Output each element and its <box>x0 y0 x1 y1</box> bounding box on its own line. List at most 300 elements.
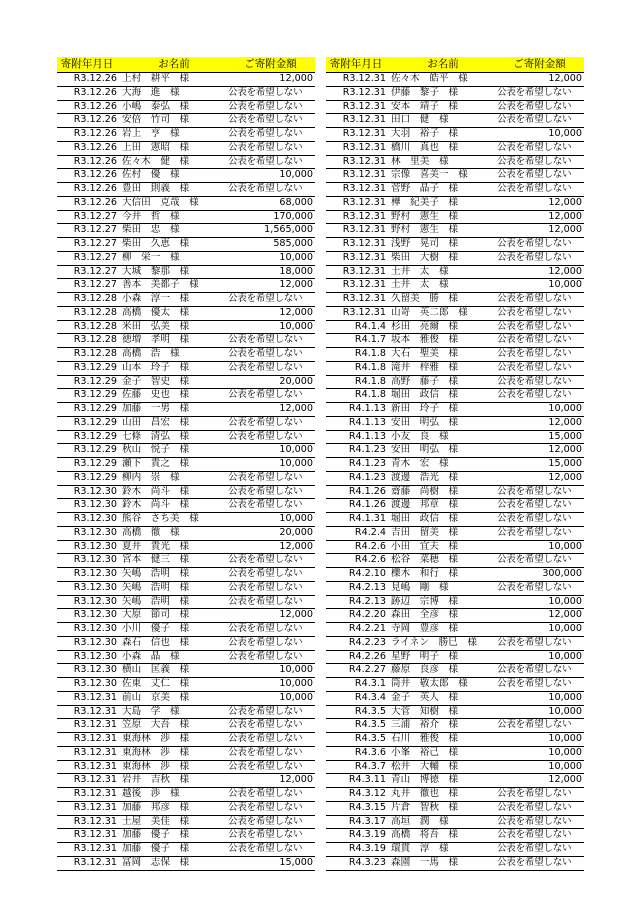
row-amount: 10,000 <box>495 760 584 774</box>
row-name: 跡辺 宗博 様 <box>389 595 495 609</box>
row-name: 佐村 優 様 <box>120 169 226 183</box>
row-amount: 公表を希望しない <box>226 100 315 114</box>
table-row <box>326 664 584 678</box>
row-name: 佐々木 健 様 <box>120 155 226 169</box>
row-name: 山嵜 英二郎 様 <box>389 306 495 320</box>
row-amount: 10,000 <box>495 403 584 417</box>
row-date: R3.12.28 <box>57 334 120 348</box>
row-date: R3.12.28 <box>57 293 120 307</box>
row-date: R4.1.8 <box>326 348 389 362</box>
row-date: R4.3.15 <box>326 801 389 815</box>
table-row <box>57 554 315 568</box>
table-row <box>57 416 315 430</box>
row-name: ライネン 勝巳 様 <box>389 636 495 650</box>
row-name: 豊田 則義 様 <box>120 183 226 197</box>
row-name: 三浦 裕介 様 <box>389 719 495 733</box>
row-amount: 公表を希望しない <box>226 485 315 499</box>
table-row <box>326 251 584 265</box>
table-row <box>57 375 315 389</box>
table-row <box>57 293 315 307</box>
row-amount: 公表を希望しない <box>226 430 315 444</box>
table-row <box>57 568 315 582</box>
table-row <box>326 554 584 568</box>
row-date: R4.2.6 <box>326 554 389 568</box>
row-amount: 12,000 <box>495 196 584 210</box>
row-name: 大原 節司 様 <box>120 609 226 623</box>
table-body-right <box>326 73 584 871</box>
row-amount: 10,000 <box>495 691 584 705</box>
table-row <box>57 609 315 623</box>
row-name: 森田 全彦 様 <box>389 609 495 623</box>
row-date: R3.12.31 <box>326 279 389 293</box>
row-name: 笠原 大吾 様 <box>120 719 226 733</box>
row-date: R4.3.5 <box>326 719 389 733</box>
row-name: 七條 清弘 様 <box>120 430 226 444</box>
row-date: R4.2.4 <box>326 526 389 540</box>
table-row <box>57 128 315 142</box>
row-name: 佐東 丈仁 様 <box>120 678 226 692</box>
table-row <box>326 513 584 527</box>
row-amount: 10,000 <box>495 623 584 637</box>
row-date: R4.1.23 <box>326 458 389 472</box>
row-name: 岩井 吉秋 様 <box>120 774 226 788</box>
row-name: 前山 京美 様 <box>120 691 226 705</box>
table-row <box>326 73 584 87</box>
row-amount: 12,000 <box>226 609 315 623</box>
row-amount: 公表を希望しない <box>226 293 315 307</box>
row-amount: 12,000 <box>226 73 315 87</box>
table-row <box>326 788 584 802</box>
row-amount: 公表を希望しない <box>226 829 315 843</box>
row-amount: 10,000 <box>495 540 584 554</box>
table-row <box>326 210 584 224</box>
row-name: 矢嶋 浩明 様 <box>120 595 226 609</box>
table-row <box>57 444 315 458</box>
row-amount: 公表を希望しない <box>226 114 315 128</box>
table-row <box>326 320 584 334</box>
row-name: 滝井 梓雅 様 <box>389 361 495 375</box>
row-name: 樺 紀美子 様 <box>389 196 495 210</box>
row-amount: 10,000 <box>495 746 584 760</box>
table-row <box>57 636 315 650</box>
row-name: 小嶋 泰弘 様 <box>120 100 226 114</box>
row-amount: 公表を希望しない <box>495 636 584 650</box>
row-date: R3.12.29 <box>57 403 120 417</box>
row-name: 小田 宜夫 様 <box>389 540 495 554</box>
row-date: R3.12.30 <box>57 650 120 664</box>
row-date: R3.12.31 <box>326 196 389 210</box>
table-row <box>57 320 315 334</box>
table-row <box>57 279 315 293</box>
row-date: R3.12.30 <box>57 513 120 527</box>
table-row <box>57 251 315 265</box>
row-amount: 公表を希望しない <box>495 114 584 128</box>
table-row <box>326 568 584 582</box>
row-amount: 公表を希望しない <box>495 361 584 375</box>
table-row <box>57 815 315 829</box>
row-amount: 10,000 <box>495 128 584 142</box>
row-amount: 公表を希望しない <box>495 526 584 540</box>
row-name: 土屋 美佳 様 <box>120 815 226 829</box>
row-date: R3.12.26 <box>57 141 120 155</box>
row-name: 土井 太 様 <box>389 265 495 279</box>
row-name: 加藤 優子 様 <box>120 829 226 843</box>
row-name: 小川 優子 様 <box>120 623 226 637</box>
row-date: R3.12.31 <box>326 210 389 224</box>
row-date: R3.12.31 <box>326 238 389 252</box>
table-row <box>326 801 584 815</box>
table-row <box>57 623 315 637</box>
header-name: お名前 <box>389 57 495 73</box>
donation-table-left <box>57 57 315 871</box>
row-name: 高野 藤子 様 <box>389 375 495 389</box>
table-row <box>326 86 584 100</box>
row-name: 佐々木 皓平 様 <box>389 73 495 87</box>
row-amount: 10,000 <box>226 458 315 472</box>
row-date: R3.12.31 <box>57 815 120 829</box>
row-name: 高垣 潤 様 <box>389 815 495 829</box>
row-amount: 12,000 <box>495 471 584 485</box>
row-date: R4.3.17 <box>326 815 389 829</box>
table-row <box>57 595 315 609</box>
table-row <box>326 485 584 499</box>
row-amount: 10,000 <box>495 650 584 664</box>
row-date: R4.1.8 <box>326 389 389 403</box>
row-date: R3.12.26 <box>57 155 120 169</box>
row-date: R3.12.31 <box>326 251 389 265</box>
row-date: R3.12.31 <box>326 169 389 183</box>
table-row <box>57 265 315 279</box>
row-name: 山本 玲子 様 <box>120 361 226 375</box>
row-date: R4.3.6 <box>326 746 389 760</box>
table-row <box>326 746 584 760</box>
row-amount: 68,000 <box>226 196 315 210</box>
row-amount: 公表を希望しない <box>495 141 584 155</box>
row-name: 横山 匡義 様 <box>120 664 226 678</box>
row-date: R4.3.7 <box>326 760 389 774</box>
row-amount: 12,000 <box>495 265 584 279</box>
table-row <box>57 485 315 499</box>
table-row <box>57 760 315 774</box>
row-name: 小森 晶 様 <box>120 650 226 664</box>
row-amount: 公表を希望しない <box>226 471 315 485</box>
table-row <box>57 829 315 843</box>
row-date: R3.12.30 <box>57 540 120 554</box>
table-row <box>57 389 315 403</box>
row-amount: 公表を希望しない <box>226 128 315 142</box>
table-row <box>326 348 584 362</box>
row-date: R4.1.13 <box>326 430 389 444</box>
table-row <box>326 403 584 417</box>
row-name: 徳増 孝明 様 <box>120 334 226 348</box>
row-amount: 12,000 <box>495 210 584 224</box>
row-amount: 公表を希望しない <box>495 100 584 114</box>
table-row <box>57 774 315 788</box>
row-amount: 公表を希望しない <box>226 843 315 857</box>
row-name: 柴田 久恵 様 <box>120 238 226 252</box>
row-name: 東海林 渉 様 <box>120 746 226 760</box>
row-amount: 18,000 <box>226 265 315 279</box>
row-name: 鈴木 尚斗 様 <box>120 485 226 499</box>
row-date: R3.12.30 <box>57 568 120 582</box>
row-name: 野村 憲生 様 <box>389 224 495 238</box>
row-name: 環貫 淳 様 <box>389 843 495 857</box>
row-date: R3.12.31 <box>57 746 120 760</box>
row-amount: 公表を希望しない <box>226 636 315 650</box>
row-amount: 公表を希望しない <box>226 760 315 774</box>
row-amount: 10,000 <box>226 251 315 265</box>
row-amount: 公表を希望しない <box>226 155 315 169</box>
row-amount: 公表を希望しない <box>226 746 315 760</box>
row-date: R3.12.30 <box>57 581 120 595</box>
row-name: 小森 淳一 様 <box>120 293 226 307</box>
row-date: R3.12.29 <box>57 471 120 485</box>
row-date: R3.12.31 <box>326 265 389 279</box>
row-name: 森石 信也 様 <box>120 636 226 650</box>
row-amount: 公表を希望しない <box>495 320 584 334</box>
row-amount: 公表を希望しない <box>226 595 315 609</box>
row-amount: 公表を希望しない <box>495 815 584 829</box>
row-amount: 公表を希望しない <box>226 389 315 403</box>
row-amount: 公表を希望しない <box>495 499 584 513</box>
row-date: R3.12.26 <box>57 73 120 87</box>
table-row <box>57 499 315 513</box>
row-date: R3.12.26 <box>57 114 120 128</box>
table-row <box>57 306 315 320</box>
table-row <box>326 306 584 320</box>
row-name: 久留美 勝 様 <box>389 293 495 307</box>
row-date: R3.12.31 <box>57 856 120 870</box>
row-name: 冨岡 志保 様 <box>120 856 226 870</box>
row-name: 加藤 邦彦 様 <box>120 801 226 815</box>
table-row <box>57 733 315 747</box>
row-amount: 10,000 <box>226 664 315 678</box>
row-date: R3.12.26 <box>57 169 120 183</box>
row-amount: 公表を希望しない <box>495 856 584 870</box>
row-name: 安倍 竹司 様 <box>120 114 226 128</box>
row-date: R4.3.19 <box>326 843 389 857</box>
row-name: 矢嶋 浩明 様 <box>120 581 226 595</box>
table-header-row <box>57 57 315 73</box>
row-date: R4.1.13 <box>326 403 389 417</box>
table-row <box>326 265 584 279</box>
row-amount: 10,000 <box>495 705 584 719</box>
table-row <box>326 100 584 114</box>
row-amount: 10,000 <box>226 320 315 334</box>
row-name: 森園 一馬 様 <box>389 856 495 870</box>
row-date: R3.12.31 <box>57 788 120 802</box>
table-row <box>57 210 315 224</box>
row-date: R3.12.26 <box>57 196 120 210</box>
row-date: R4.3.12 <box>326 788 389 802</box>
row-date: R3.12.30 <box>57 623 120 637</box>
row-name: 高橋 徹 様 <box>120 526 226 540</box>
row-amount: 12,000 <box>495 73 584 87</box>
row-date: R4.1.8 <box>326 375 389 389</box>
table-row <box>326 526 584 540</box>
row-name: 上村 耕平 様 <box>120 73 226 87</box>
row-date: R3.12.30 <box>57 499 120 513</box>
row-name: 大島 学 様 <box>120 705 226 719</box>
row-date: R3.12.29 <box>57 375 120 389</box>
row-date: R3.12.27 <box>57 238 120 252</box>
row-amount: 10,000 <box>226 678 315 692</box>
row-name: 土井 太 様 <box>389 279 495 293</box>
table-row <box>57 224 315 238</box>
table-row <box>57 183 315 197</box>
row-amount: 公表を希望しない <box>226 348 315 362</box>
table-row <box>57 746 315 760</box>
row-name: 安田 明弘 様 <box>389 416 495 430</box>
row-amount: 公表を希望しない <box>495 293 584 307</box>
row-amount: 10,000 <box>226 169 315 183</box>
row-date: R3.12.31 <box>57 719 120 733</box>
row-amount: 10,000 <box>495 733 584 747</box>
row-date: R3.12.30 <box>57 636 120 650</box>
row-date: R4.2.27 <box>326 664 389 678</box>
row-date: R4.2.21 <box>326 623 389 637</box>
row-date: R4.2.23 <box>326 636 389 650</box>
row-amount: 12,000 <box>226 306 315 320</box>
table-row <box>57 581 315 595</box>
row-date: R3.12.31 <box>326 183 389 197</box>
table-row <box>326 691 584 705</box>
row-amount: 20,000 <box>226 375 315 389</box>
table-row <box>326 430 584 444</box>
row-amount: 公表を希望しない <box>495 251 584 265</box>
row-name: 伊藤 黎子 様 <box>389 86 495 100</box>
header-amount: ご寄附金額 <box>226 57 315 73</box>
row-date: R3.12.29 <box>57 416 120 430</box>
row-name: 大海 進 様 <box>120 86 226 100</box>
row-date: R3.12.31 <box>326 155 389 169</box>
row-name: 金子 智史 様 <box>120 375 226 389</box>
table-row <box>326 169 584 183</box>
row-amount: 公表を希望しない <box>495 801 584 815</box>
row-amount: 公表を希望しない <box>226 650 315 664</box>
row-amount: 12,000 <box>495 416 584 430</box>
header-date: 寄附年月日 <box>326 57 389 73</box>
row-name: 柳 栄一 様 <box>120 251 226 265</box>
row-name: 安本 靖子 様 <box>389 100 495 114</box>
row-name: 今井 哲 様 <box>120 210 226 224</box>
row-name: 堀田 政信 様 <box>389 389 495 403</box>
row-date: R3.12.30 <box>57 485 120 499</box>
table-row <box>326 705 584 719</box>
row-amount: 12,000 <box>495 774 584 788</box>
row-date: R3.12.30 <box>57 554 120 568</box>
row-name: 大信田 克哉 様 <box>120 196 226 210</box>
row-name: 田口 健 様 <box>389 114 495 128</box>
row-amount: 20,000 <box>226 526 315 540</box>
row-amount: 公表を希望しない <box>226 815 315 829</box>
table-row <box>57 664 315 678</box>
row-amount: 公表を希望しない <box>226 141 315 155</box>
table-row <box>326 471 584 485</box>
row-date: R3.12.31 <box>57 801 120 815</box>
row-amount: 公表を希望しない <box>226 361 315 375</box>
row-date: R4.3.5 <box>326 705 389 719</box>
row-name: 吉田 留美 様 <box>389 526 495 540</box>
row-date: R3.12.29 <box>57 458 120 472</box>
row-name: 秋山 悦子 様 <box>120 444 226 458</box>
row-amount: 公表を希望しない <box>495 719 584 733</box>
table-row <box>326 196 584 210</box>
row-amount: 公表を希望しない <box>226 719 315 733</box>
table-row <box>57 141 315 155</box>
row-amount: 公表を希望しない <box>226 568 315 582</box>
row-amount: 15,000 <box>226 856 315 870</box>
table-body-left <box>57 73 315 871</box>
row-name: 高橋 優太 様 <box>120 306 226 320</box>
row-name: 高橋 浩 様 <box>120 348 226 362</box>
row-name: 柳内 崇 様 <box>120 471 226 485</box>
row-amount: 公表を希望しない <box>495 664 584 678</box>
row-date: R3.12.27 <box>57 224 120 238</box>
row-amount: 12,000 <box>495 224 584 238</box>
table-row <box>326 636 584 650</box>
row-date: R3.12.31 <box>326 128 389 142</box>
row-name: 岩上 亨 様 <box>120 128 226 142</box>
row-date: R3.12.31 <box>57 760 120 774</box>
row-name: 新田 玲子 様 <box>389 403 495 417</box>
row-amount: 公表を希望しない <box>226 499 315 513</box>
row-date: R3.12.30 <box>57 595 120 609</box>
row-name: 金子 英人 様 <box>389 691 495 705</box>
row-date: R3.12.28 <box>57 320 120 334</box>
table-row <box>326 719 584 733</box>
row-date: R4.2.20 <box>326 609 389 623</box>
row-amount: 公表を希望しない <box>495 843 584 857</box>
row-date: R3.12.29 <box>57 389 120 403</box>
row-amount: 公表を希望しない <box>226 733 315 747</box>
row-amount: 12,000 <box>226 403 315 417</box>
row-date: R3.12.31 <box>326 100 389 114</box>
table-row <box>326 361 584 375</box>
row-date: R3.12.31 <box>326 73 389 87</box>
table-row <box>57 513 315 527</box>
row-amount: 585,000 <box>226 238 315 252</box>
table-row <box>57 678 315 692</box>
row-name: 安田 明弘 様 <box>389 444 495 458</box>
row-date: R4.1.7 <box>326 334 389 348</box>
table-row <box>57 801 315 815</box>
row-name: 橋川 真也 様 <box>389 141 495 155</box>
row-date: R3.12.30 <box>57 526 120 540</box>
row-name: 高橋 将吾 様 <box>389 829 495 843</box>
row-name: 柴田 大樹 様 <box>389 251 495 265</box>
row-date: R3.12.31 <box>326 86 389 100</box>
row-amount: 公表を希望しない <box>226 416 315 430</box>
row-name: 善本 美都子 様 <box>120 279 226 293</box>
table-row <box>326 733 584 747</box>
row-name: 林 里美 様 <box>389 155 495 169</box>
row-amount: 10,000 <box>495 279 584 293</box>
row-name: 松井 大輔 様 <box>389 760 495 774</box>
row-amount: 公表を希望しない <box>226 705 315 719</box>
table-row <box>57 86 315 100</box>
row-amount: 公表を希望しない <box>226 581 315 595</box>
table-row <box>57 458 315 472</box>
header-name: お名前 <box>120 57 226 73</box>
table-row <box>57 403 315 417</box>
row-date: R4.2.10 <box>326 568 389 582</box>
row-name: 矢嶋 浩明 様 <box>120 568 226 582</box>
row-name: 佐藤 史也 様 <box>120 389 226 403</box>
row-date: R3.12.27 <box>57 265 120 279</box>
row-name: 堀田 政信 様 <box>389 513 495 527</box>
row-date: R4.2.26 <box>326 650 389 664</box>
